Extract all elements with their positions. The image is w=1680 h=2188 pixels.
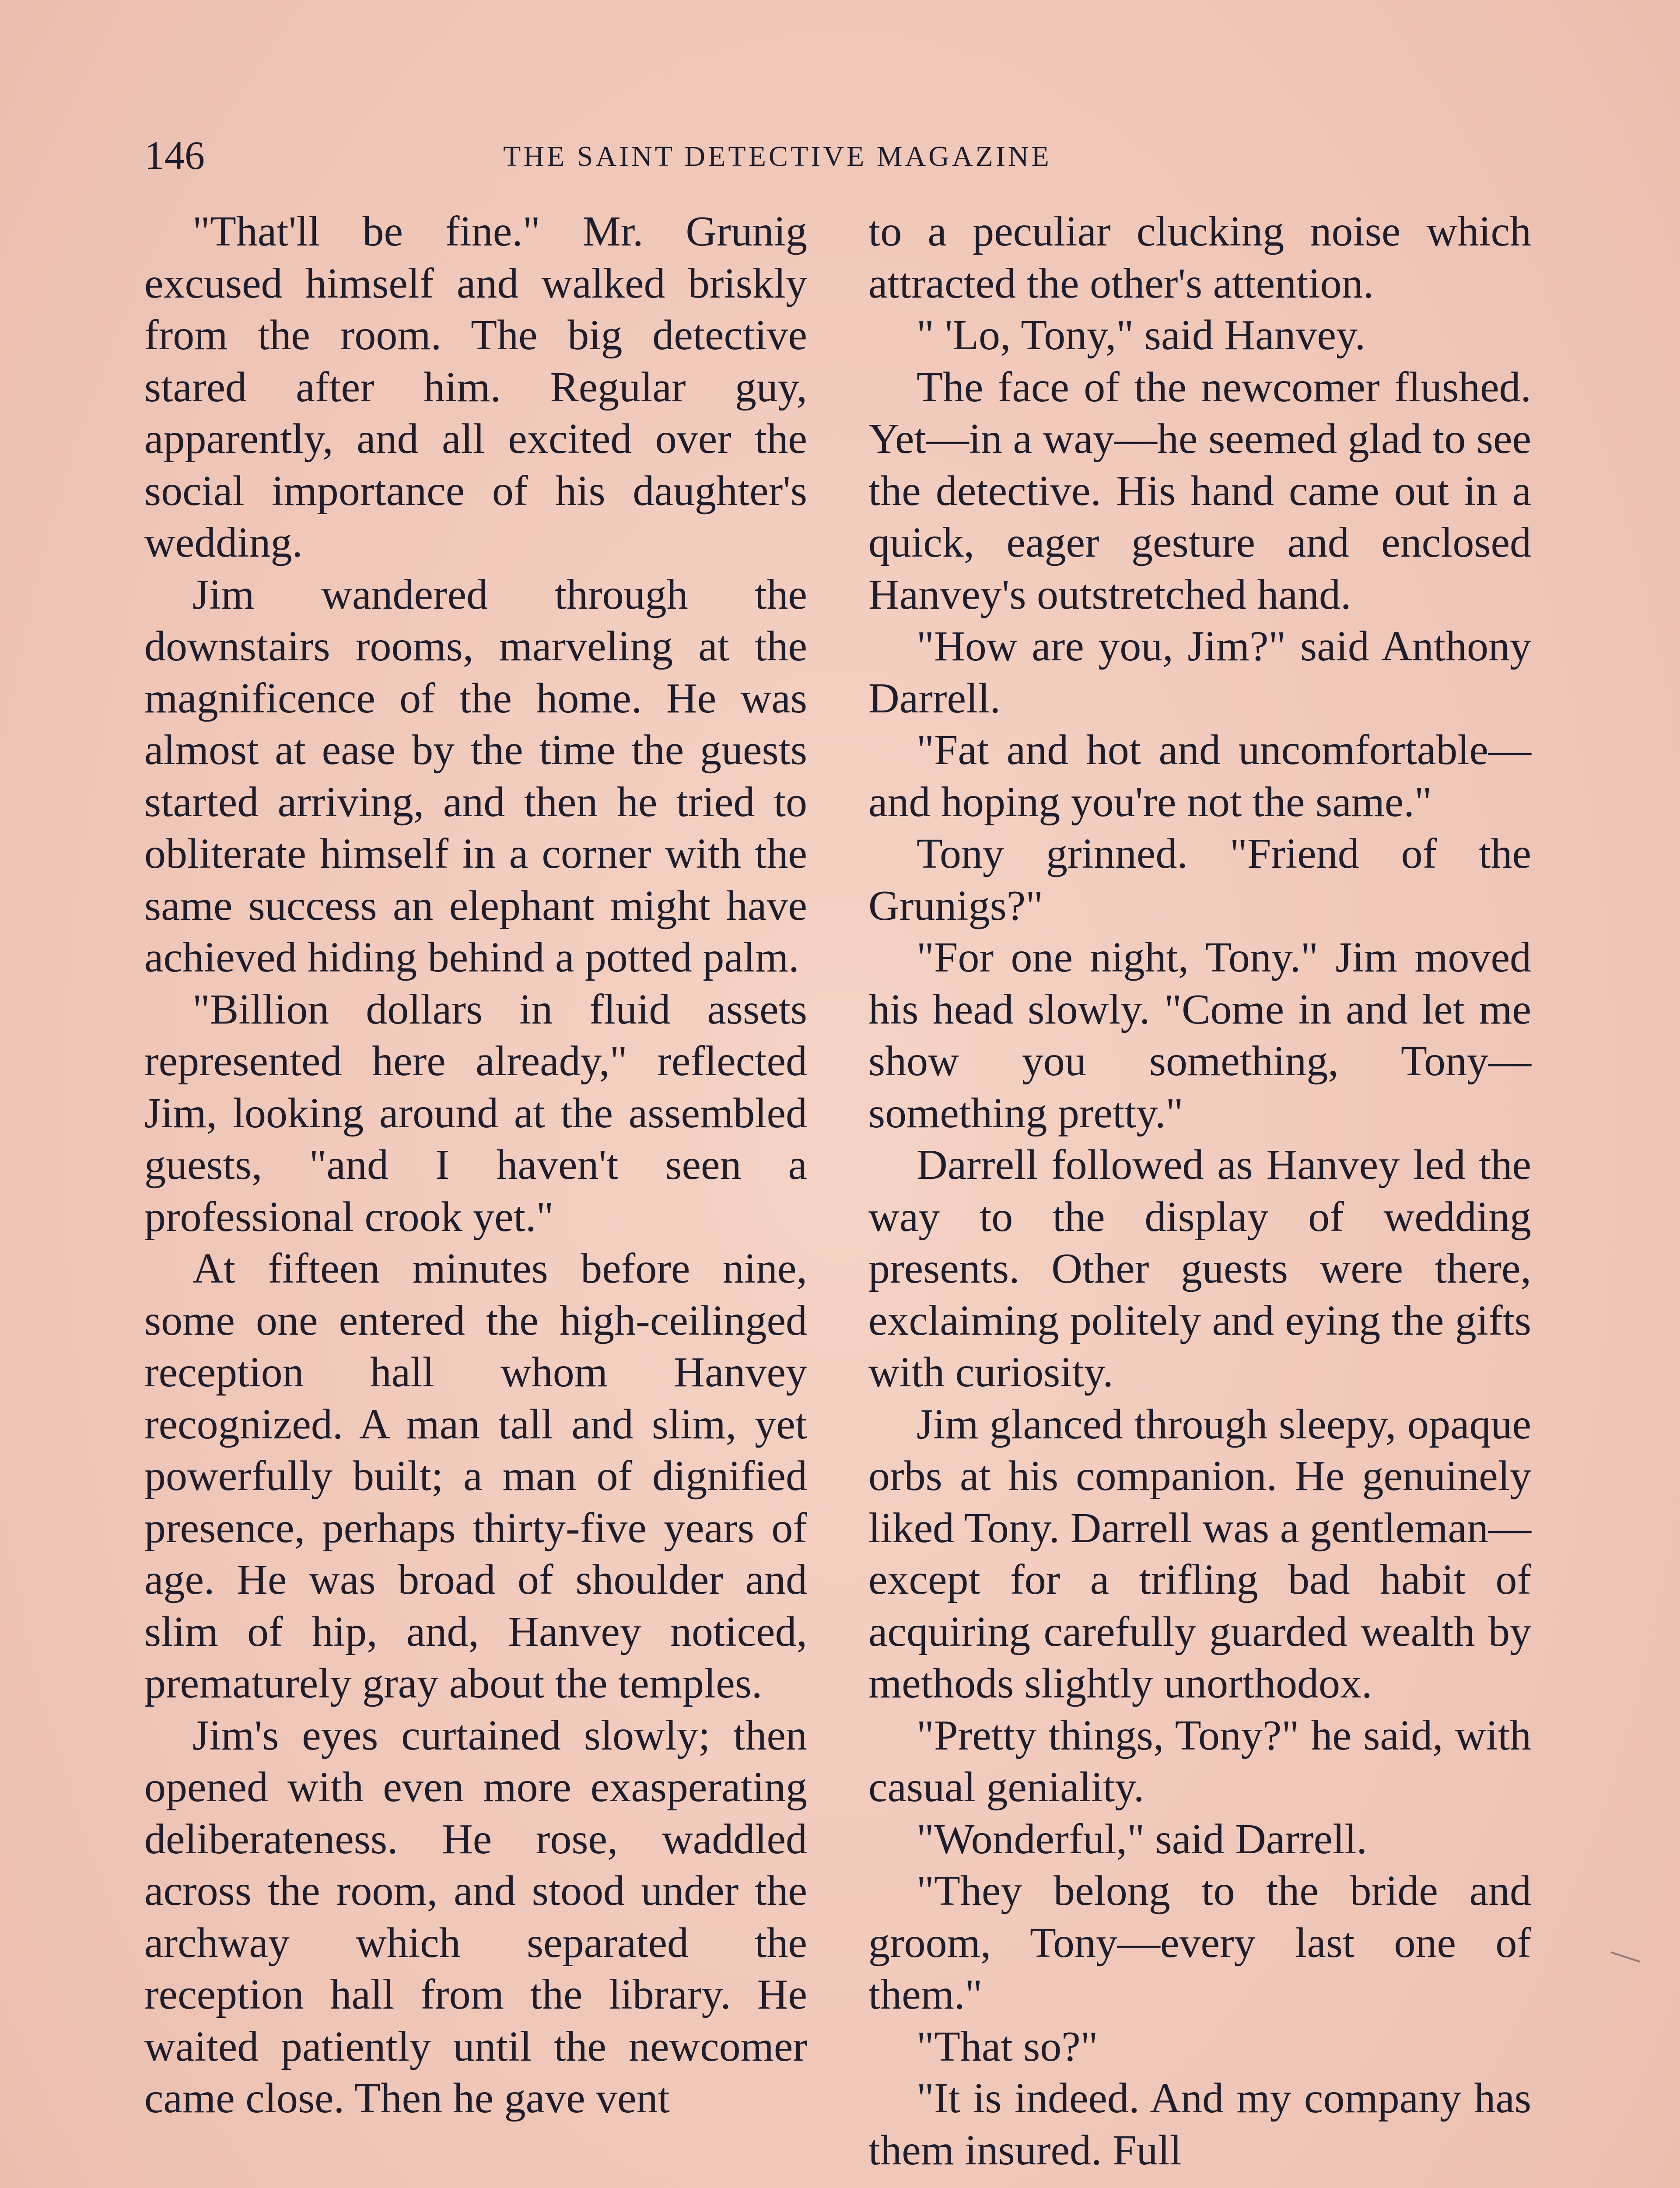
paragraph: " 'Lo, Tony," said Hanvey. <box>917 312 1366 359</box>
paragraph: Jim glanced through sleepy, opaque orbs at his companion. He genuinely liked Tony. Darrell was a gentleman—except for a trifling bad habit of acquiring carefully guarded wealth by methods slightly unorthodox. <box>868 1400 1531 1707</box>
paragraph: Darrell followed as Hanvey led the way to the display of wedding presents. Other guests were there, exclaiming politely and eying the gifts with curiosity. <box>868 1141 1531 1396</box>
paragraph: "Pretty things, Tony?" he said, with casual geniality. <box>868 1711 1531 1811</box>
page-header <box>144 131 1544 179</box>
paragraph: "That so?" <box>917 2023 1098 2070</box>
left-column <box>144 206 807 2125</box>
page-number: 146 <box>144 133 205 178</box>
paragraph: "Fat and hot and uncomfortable—and hoping you're not the same." <box>868 726 1531 826</box>
paragraph: At fifteen minutes before nine, some one entered the high-ceilinged reception hall whom Hanvey recognized. A man tall and slim, yet powerfully built; a man of dignified presence, perhaps thirty-five years of age. He was broad of shoulder and slim of hip, and, Hanvey noticed, prematurely gray about the temples. <box>144 1245 807 1707</box>
continued-paragraph: to a peculiar clucking noise which attracted the other's attention. <box>868 208 1531 307</box>
running-head: THE SAINT DETECTIVE MAGAZINE <box>503 140 1052 172</box>
right-column <box>868 206 1531 2176</box>
paragraph: Tony grinned. "Friend of the Grunigs?" <box>868 830 1531 929</box>
paper-speck <box>1610 1951 1640 1962</box>
paragraph: The face of the newcomer flushed. Yet—in a way—he seemed glad to see the detective. His hand came out in a quick, eager gesture and enclosed Hanvey's outstretched hand. <box>868 363 1531 618</box>
paragraph: "It is indeed. And my company has them insured. Full <box>868 2075 1531 2174</box>
paragraph: "Wonderful," said Darrell. <box>917 1815 1368 1863</box>
paragraph: "They belong to the bride and groom, Tony—every last one of them." <box>868 1867 1531 2018</box>
paragraph: "For one night, Tony." Jim moved his head slowly. "Come in and let me show you something, Tony—something pretty." <box>868 934 1531 1137</box>
paragraph: "That'll be fine." Mr. Grunig excused himself and walked briskly from the room. The big detective stared after him. Regular guy, apparently, and all excited over the social importance of his daughter's wedding. <box>144 208 807 566</box>
paragraph: "Billion dollars in fluid assets represented here already," reflected Jim, looking around at the assembled guests, "and I haven't seen a professional crook yet." <box>144 985 807 1241</box>
paragraph: Jim's eyes curtained slowly; then opened with even more exasperating deliberateness. He rose, waddled across the room, and stood under the archway which separated the reception hall from the library. He waited patiently until the newcomer came close. Then he gave vent <box>144 1711 807 2122</box>
paragraph: "How are you, Jim?" said Anthony Darrell. <box>868 623 1531 722</box>
paragraph: Jim wandered through the downstairs rooms, marveling at the magnificence of the home. He was almost at ease by the time the guests started arriving, and then he tried to obliterate himself in a corner with the same success an elephant might have achieved hiding behind a potted palm. <box>144 571 807 981</box>
